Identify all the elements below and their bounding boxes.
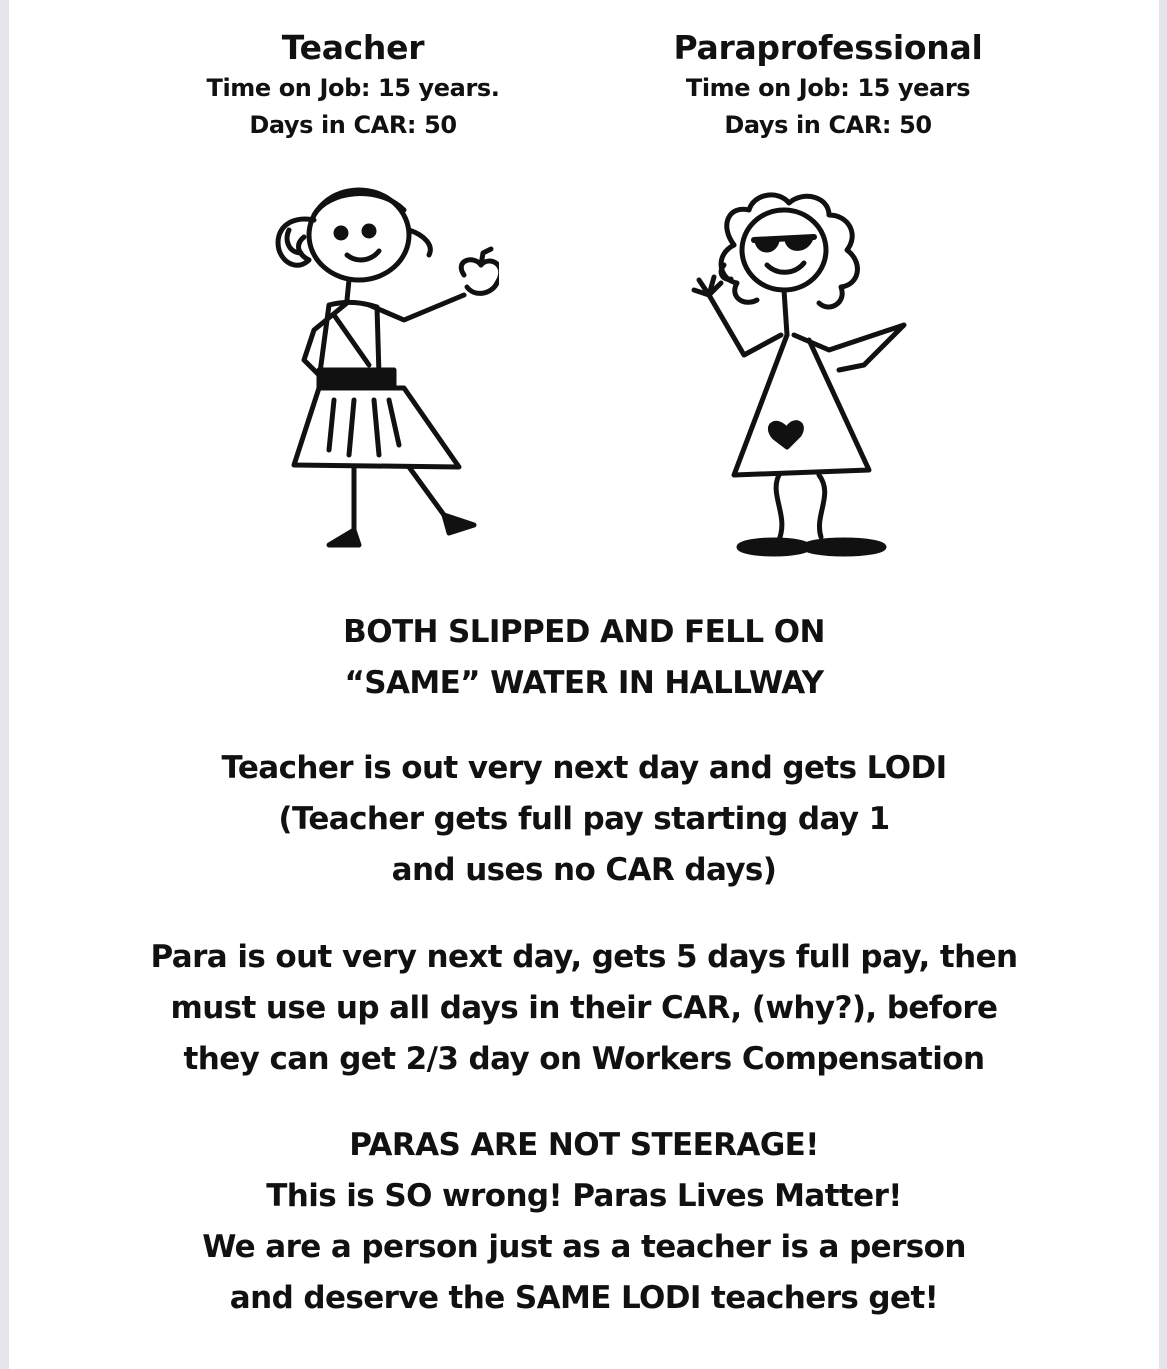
- closing-line-4: and deserve the SAME LODI teachers get!: [229, 1280, 939, 1316]
- teacher-outcome-line-1: Teacher is out very next day and gets LODI: [221, 750, 947, 786]
- teacher-title: Teacher: [281, 28, 425, 67]
- para-figure-icon: [669, 185, 919, 560]
- para-outcome-line-3: they can get 2/3 day on Workers Compensation: [183, 1041, 985, 1077]
- teacher-header: [143, 26, 563, 144]
- closing-line-2: This is SO wrong! Paras Lives Matter!: [266, 1178, 902, 1214]
- teacher-outcome: [9, 743, 1159, 896]
- headline-line-1: BOTH SLIPPED AND FELL ON: [343, 614, 825, 650]
- headline: [9, 607, 1159, 709]
- teacher-days-in-car: Days in CAR: 50: [249, 111, 457, 139]
- closing-line-3: We are a person just as a teacher is a person: [202, 1229, 966, 1265]
- closing-statement: [9, 1120, 1159, 1324]
- para-header: [618, 26, 1038, 144]
- para-outcome-line-1: Para is out very next day, gets 5 days full pay, then: [150, 939, 1018, 975]
- teacher-figure-icon: [259, 175, 499, 555]
- headline-line-2: “SAME” WATER IN HALLWAY: [344, 665, 824, 701]
- para-outcome-line-2: must use up all days in their CAR, (why?), before: [170, 990, 998, 1026]
- teacher-outcome-line-2: (Teacher gets full pay starting day 1: [278, 801, 890, 837]
- closing-line-1: PARAS ARE NOT STEERAGE!: [349, 1127, 819, 1163]
- para-days-in-car: Days in CAR: 50: [724, 111, 932, 139]
- para-title: Paraprofessional: [673, 28, 983, 67]
- flyer-page: [9, 0, 1159, 1369]
- para-outcome: [9, 932, 1159, 1085]
- teacher-outcome-line-3: and uses no CAR days): [391, 852, 777, 888]
- para-time-on-job: Time on Job: 15 years: [685, 74, 971, 102]
- teacher-time-on-job: Time on Job: 15 years.: [206, 74, 500, 102]
